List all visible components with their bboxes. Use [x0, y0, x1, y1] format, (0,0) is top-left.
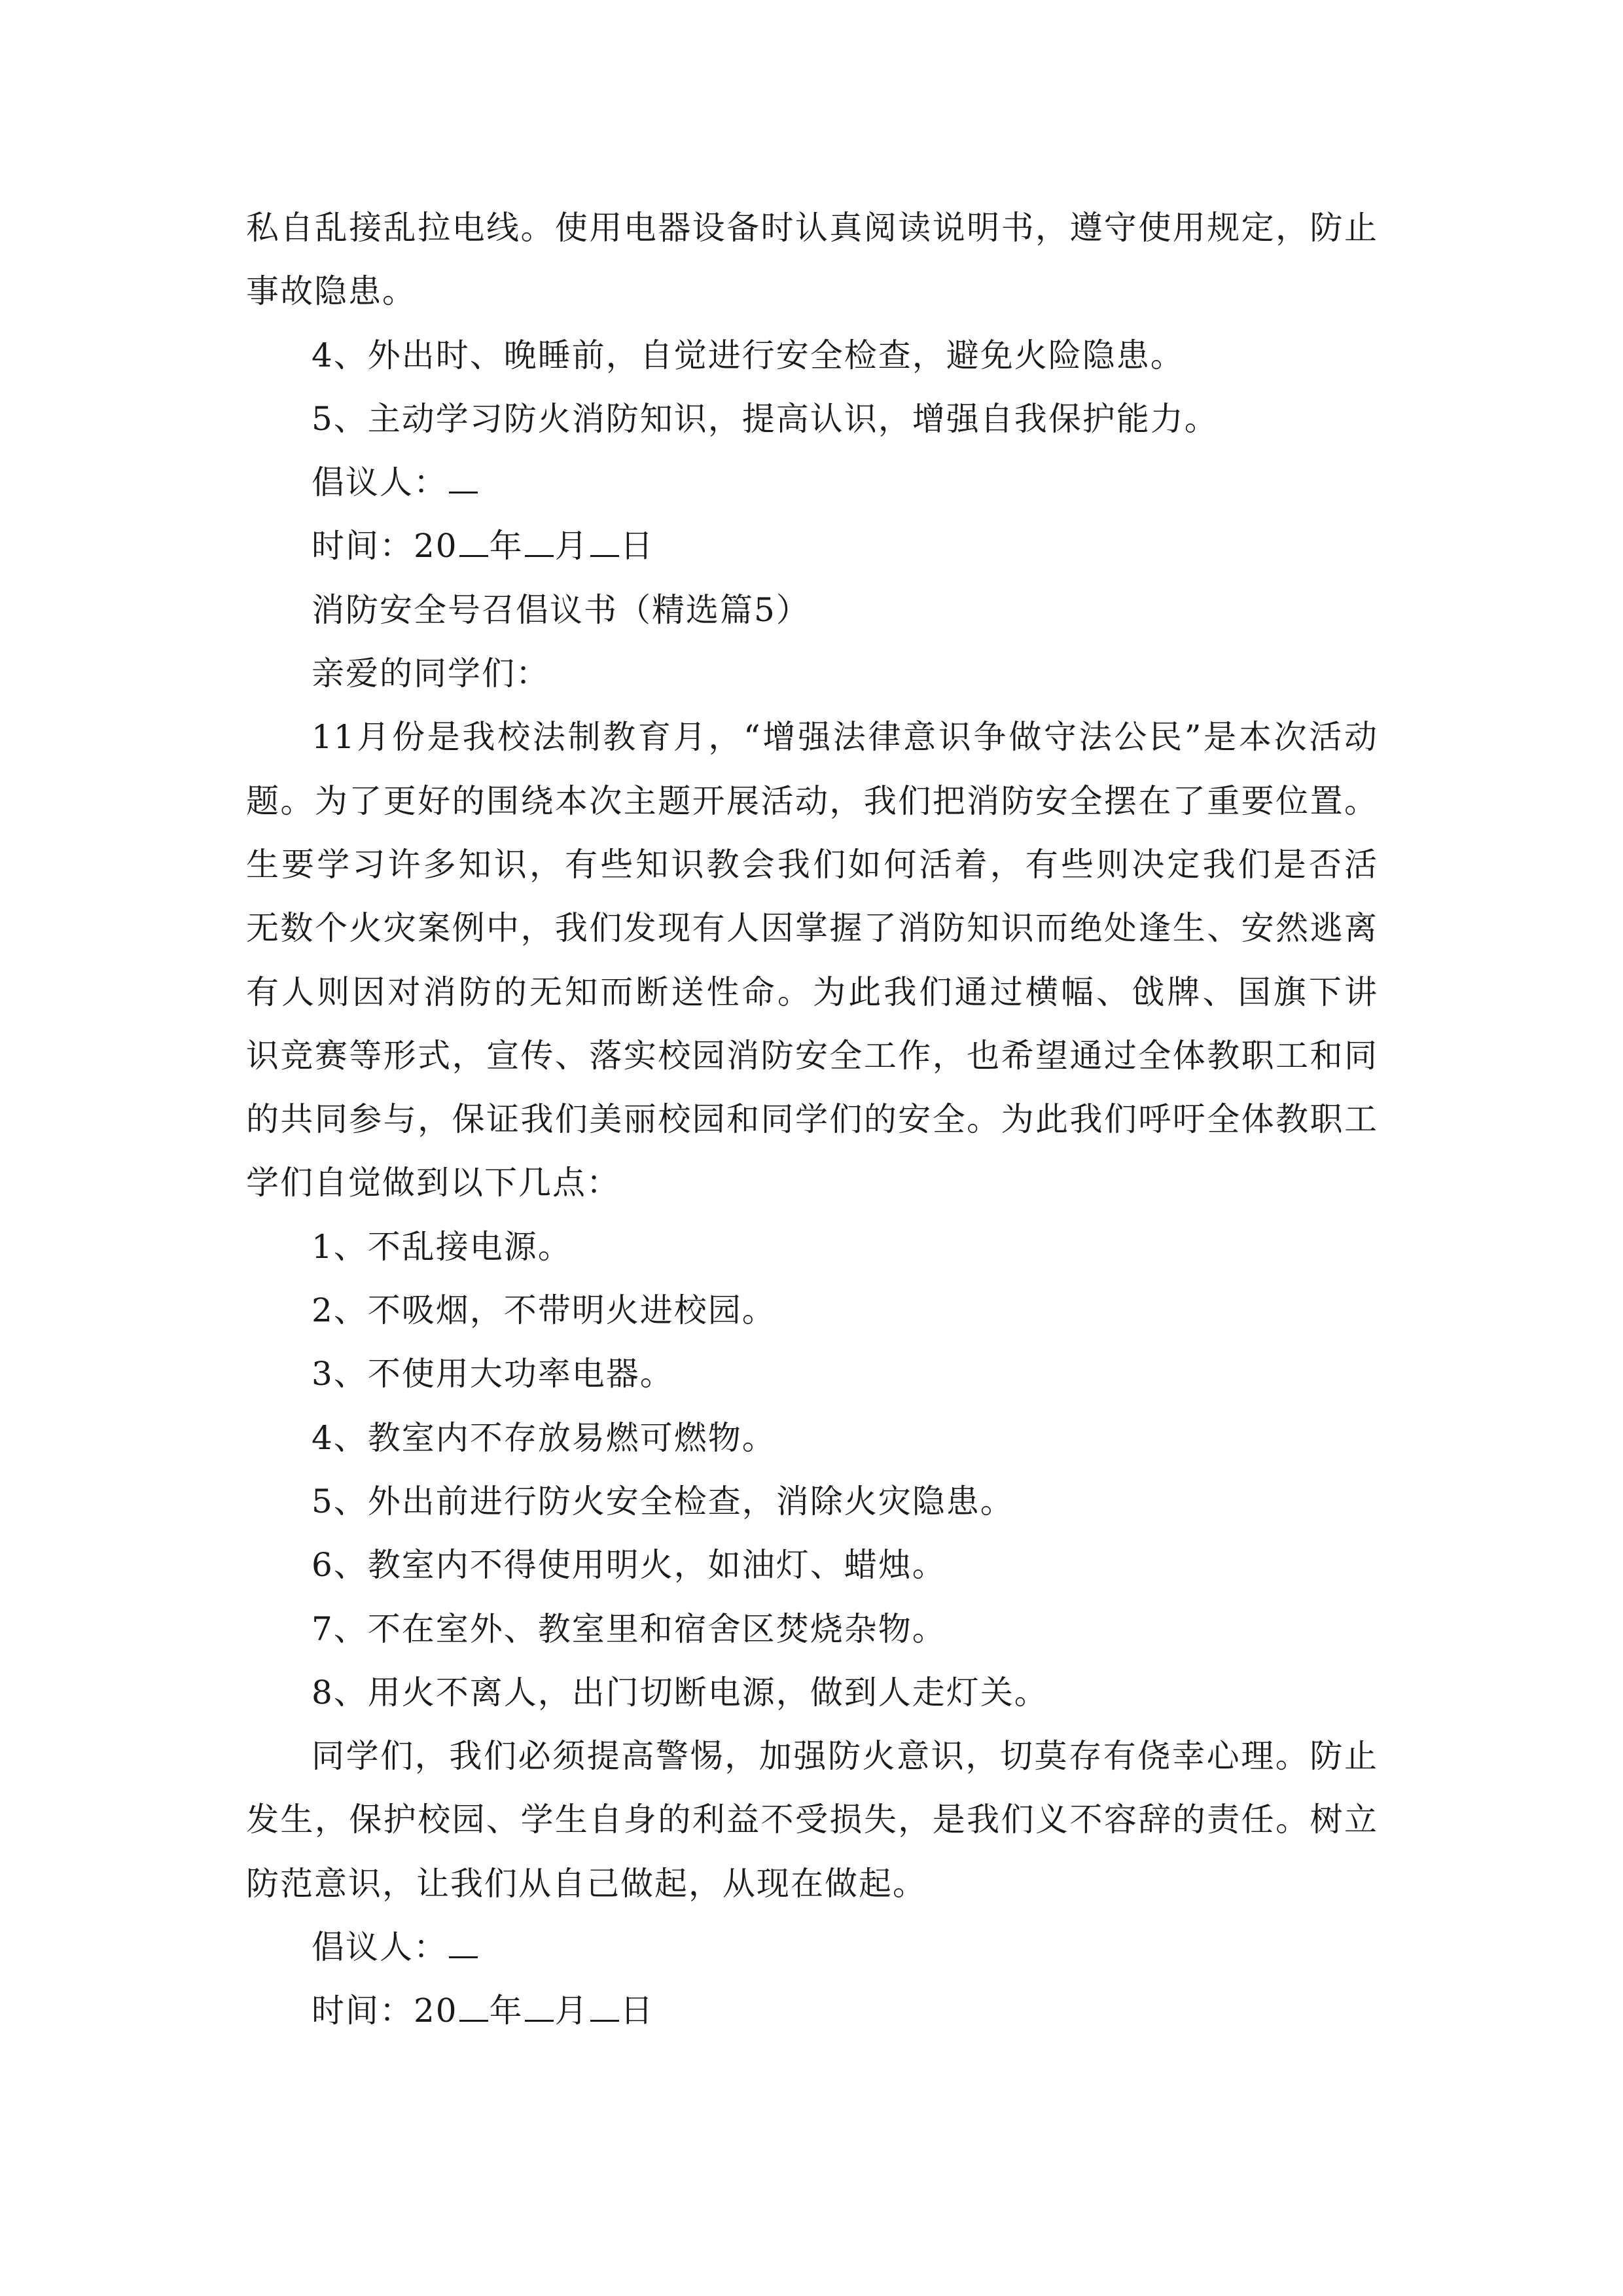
date-blank [525, 529, 554, 557]
text-line: 有人则因对消防的无知而断送性命。为此我们通过横幅、戗牌、国旗下讲 [246, 973, 1378, 1011]
date-month-char: 月 [554, 1992, 589, 2030]
text-line: 5、主动学习防火消防知识，提高认识，增强自我保护能力。 [312, 399, 1219, 438]
date-year-char: 年 [489, 1992, 524, 2030]
text-line: 6、教室内不得使用明火，如油灯、蜡烛。 [312, 1546, 946, 1585]
date-month-char: 月 [554, 527, 589, 565]
date-blank [459, 1994, 488, 2022]
signer-blank [449, 465, 478, 493]
text-line: 8、用火不离人，出门切断电源，做到人走灯关。 [312, 1673, 1048, 1712]
text-line: 防范意识，让我们从自己做起，从现在做起。 [246, 1864, 927, 1903]
text-line: 同学们，我们必须提高警惕，加强防火意识，切莫存有侥幸心理。防止 [312, 1737, 1378, 1776]
signer-line [246, 451, 1378, 514]
text-line: 识竞赛等形式，宣传、落实校园消防安全工作，也希望通过全体教职工和同 [246, 1036, 1378, 1075]
date-blank [590, 1994, 619, 2022]
text-line: 3、不使用大功率电器。 [312, 1355, 674, 1393]
text-line: 2、不吸烟，不带明火进校园。 [312, 1291, 776, 1330]
text-line: 4、教室内不存放易燃可燃物。 [312, 1418, 776, 1457]
date-label: 时间： [312, 527, 414, 565]
document-body [246, 196, 1378, 2043]
text-line: 私自乱接乱拉电线。使用电器设备时认真阅读说明书，遵守使用规定，防止 [246, 209, 1378, 247]
text-line: 的共同参与，保证我们美丽校园和同学们的安全。为此我们呼吁全体教职工 [246, 1100, 1378, 1139]
date-line [246, 514, 1378, 578]
text-line: 5、外出前进行防火安全检查，消除火灾隐患。 [312, 1482, 1014, 1520]
text-line: 学们自觉做到以下几点： [246, 1164, 620, 1202]
text-line: 4、外出时、晚睡前，自觉进行安全检查，避免火险隐患。 [312, 336, 1185, 374]
signer-blank [449, 1930, 478, 1958]
text-line: 题。为了更好的围绕本次主题开展活动，我们把消防安全摆在了重要位置。 [246, 781, 1378, 820]
text-line: 11月份是我校法制教育月，“增强法律意识争做守法公民”是本次活动 [312, 718, 1378, 757]
date-blank [525, 1994, 554, 2022]
text-line: 消防安全号召倡议书（精选篇5） [312, 590, 810, 629]
text-line: 7、不在室外、教室里和宿舍区焚烧杂物。 [312, 1609, 946, 1648]
text-line: 生要学习许多知识，有些知识教会我们如何活着，有些则决定我们是否活 [246, 845, 1378, 884]
text-line: 亲爱的同学们： [312, 655, 550, 693]
date-day-char: 日 [620, 527, 654, 565]
text-line: 无数个火灾案例中，我们发现有人因掌握了消防知识而绝处逢生、安然逃离 [246, 909, 1378, 948]
date-blank [590, 529, 619, 557]
date-year-char: 年 [489, 527, 524, 565]
date-day-char: 日 [620, 1992, 654, 2030]
signer-line [246, 1916, 1378, 1979]
text-line: 发生，保护校园、学生自身的利益不受损失，是我们义不容辞的责任。树立 [246, 1801, 1378, 1839]
date-line [246, 1979, 1378, 2043]
date-year-prefix: 20 [414, 1992, 458, 2030]
text-line: 1、不乱接电源。 [312, 1227, 572, 1266]
signer-label: 倡议人： [312, 463, 448, 502]
date-label: 时间： [312, 1992, 414, 2030]
date-year-prefix: 20 [414, 527, 458, 565]
date-blank [459, 529, 488, 557]
signer-label: 倡议人： [312, 1928, 448, 1967]
text-line: 事故隐患。 [246, 272, 416, 311]
